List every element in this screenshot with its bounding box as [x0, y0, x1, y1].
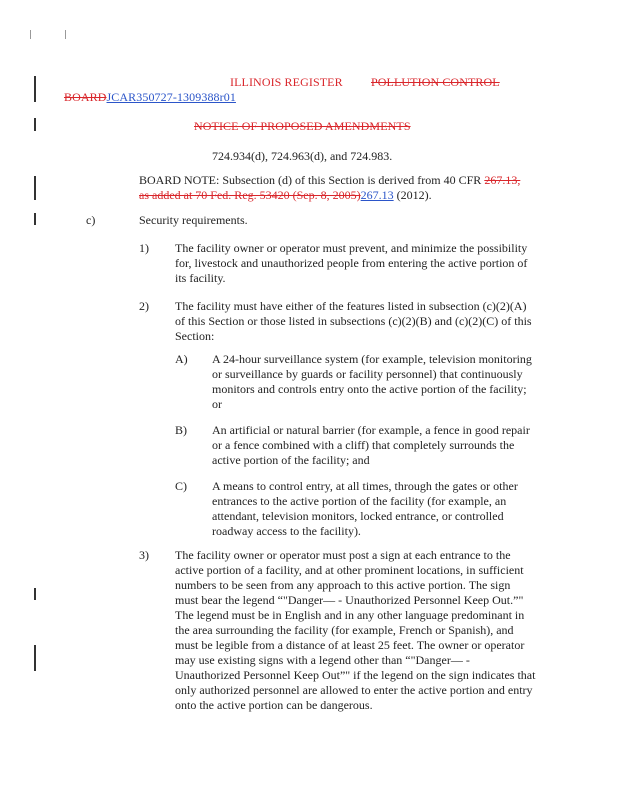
subitem-a-line: monitors and controls entry onto the active portion of the facility; — [212, 382, 527, 396]
subitem-b-line: An artificial or natural barrier (for example, a fence in good repair — [212, 423, 530, 437]
change-bar-note — [34, 176, 36, 200]
item-1-line: its facility. — [175, 271, 226, 285]
board-jcar-line — [64, 90, 236, 105]
item-3-line: Unauthorized Personnel Keep Out”" if the legend on the sign indicates that — [175, 668, 536, 682]
subitem-c-line: A means to control entry, at all times, through the gates or other — [212, 479, 518, 493]
item-2-line: Section: — [175, 329, 215, 343]
item-3-line: numbers to be seen from any approach to this active portion. The sign — [175, 578, 511, 592]
subitem-c-label: C) — [175, 479, 187, 493]
item-3-line: must be legible from a distance of at least 25 feet. The owner or operator — [175, 638, 525, 652]
item-2-label: 2) — [139, 299, 149, 313]
change-bar-sign1 — [34, 588, 36, 600]
item-1-line: for, livestock and unauthorized people from entering the active portion of — [175, 256, 528, 270]
change-bar-sign2 — [34, 645, 36, 671]
item-3-line: The facility owner or operator must post a sign at each entrance to the — [175, 548, 511, 562]
subitem-c-line: roadway access to the facility). — [212, 524, 361, 538]
item-3-line: active portion of a facility, and at other prominent locations, in sufficient — [175, 563, 524, 577]
board-note-tail: (2012). — [393, 188, 432, 202]
item-1-text — [175, 241, 527, 286]
item-1-label: 1) — [139, 241, 149, 255]
board-struck: BOARD — [64, 90, 107, 104]
citation-line: 724.934(d), 724.963(d), and 724.983. — [212, 149, 393, 163]
item-3-line: only authorized personnel are allowed to enter the active portion and entry — [175, 683, 533, 697]
item-3-line: may use existing signs with a legend other than “"Danger— - — [175, 653, 470, 667]
subitem-c-line: attendant, television monitors, locked entrance, or controlled — [212, 509, 504, 523]
board-note-struck2: as added at 70 Fed. Reg. 53420 (Sep. 8, 2005) — [139, 188, 361, 202]
subitem-a-text — [212, 352, 532, 412]
item-1-line: The facility owner or operator must prevent, and minimize the possibility — [175, 241, 528, 255]
item-2-line: of this Section or those listed in subsections (c)(2)(B) and (c)(2)(C) of this — [175, 314, 532, 328]
change-bar-c — [34, 213, 36, 225]
board-note-struck1: 267.13, — [484, 173, 521, 187]
section-c-label: c) — [86, 213, 96, 227]
subitem-a-line: A 24-hour surveillance system (for example, television monitoring — [212, 352, 532, 366]
subitem-b-text — [212, 423, 530, 468]
scan-mark-right — [65, 30, 66, 39]
item-3-label: 3) — [139, 548, 149, 562]
register-header: ILLINOIS REGISTER — [230, 75, 343, 89]
item-2-line: The facility must have either of the features listed in subsection (c)(2)(A) — [175, 299, 527, 313]
subitem-b-line: or a fence combined with a cliff) that completely surrounds the — [212, 438, 515, 452]
change-bar-header — [34, 76, 36, 102]
subitem-b-line: active portion of the facility; and — [212, 453, 370, 467]
jcar-id: JCAR350727-1309388r01 — [106, 90, 236, 104]
item-3-line: The legend must be in English and in any other language predominant in — [175, 608, 525, 622]
item-3-text — [175, 548, 535, 713]
section-c-heading: Security requirements. — [139, 213, 248, 227]
subitem-a-label: A) — [175, 352, 188, 366]
subitem-c-line: entrances to the active portion of the facility (for example, an — [212, 494, 507, 508]
board-note-lead: BOARD NOTE: Subsection (d) of this Section is derived from 40 CFR — [139, 173, 485, 187]
pcb-struck-header: POLLUTION CONTROL — [371, 75, 500, 89]
subitem-a-line: or — [212, 397, 222, 411]
notice-heading: NOTICE OF PROPOSED AMENDMENTS — [194, 119, 411, 133]
board-note-inserted: 267.13 — [360, 188, 394, 202]
item-3-line: must bear the legend “"Danger— - Unauthorized Personnel Keep Out.”" — [175, 593, 524, 607]
board-note — [139, 173, 539, 203]
scan-mark-left — [30, 30, 31, 39]
item-3-line: the area surrounding the facility (for example, French or Spanish), and — [175, 623, 514, 637]
change-bar-notice — [34, 118, 36, 131]
subitem-a-line: or surveillance by guards or facility personnel) that continuously — [212, 367, 523, 381]
subitem-c-text — [212, 479, 518, 539]
subitem-b-label: B) — [175, 423, 187, 437]
item-3-line: onto the active portion can be dangerous. — [175, 698, 373, 712]
item-2-text — [175, 299, 532, 344]
